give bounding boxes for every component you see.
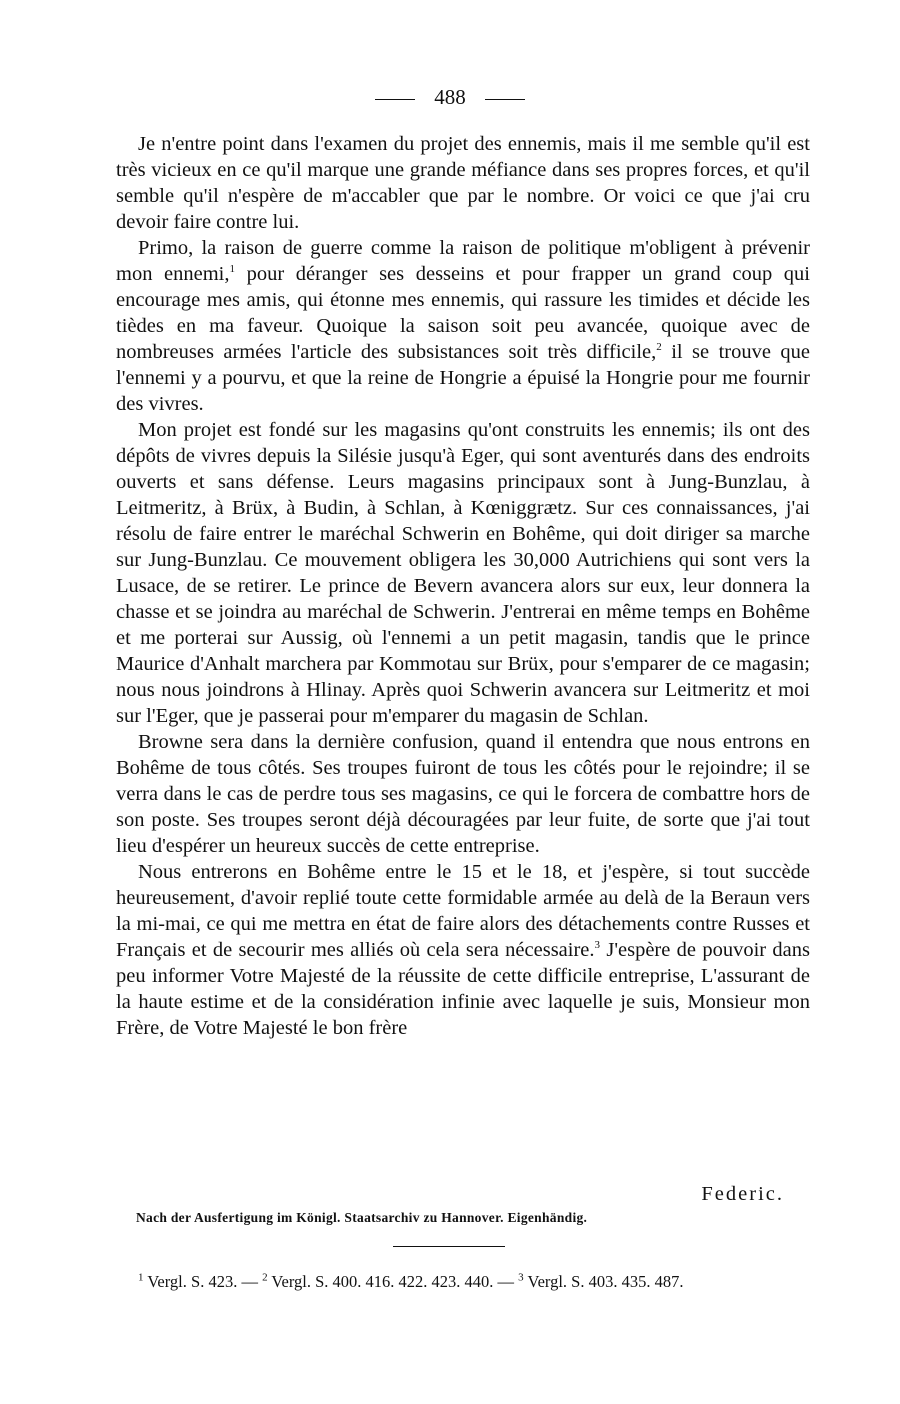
letter-body [116,131,810,1041]
paragraph: Mon projet est fondé sur les magasins qu'ont construits les ennemis; ils ont des dépôts de vivres depuis la Silésie jusqu'à Eger, qui sont aventurés dans des endroits ouverts et sans défense. Leurs magasins principaux sont à Jung-Bunzlau, à Leitmeritz, à Brüx, à Budin, à Schlan, à Kœniggrætz. Sur ces connaissances, j'ai résolu de faire entrer le maréchal Schwerin en Bohême, qui doit diriger sa marche sur Jung-Bunzlau. Ce mouvement obligera les 30,000 Autrichiens qui sont vers la Lusace, de se retirer. Le prince de Bevern avancera alors sur eux, leur donnera la chasse et se joindra au maréchal de Schwerin. J'entrerai en même temps en Bohême et me porterai sur Aussig, où l'ennemi a un petit magasin, tandis que le prince Maurice d'Anhalt marchera par Kommotau sur Brüx, pour s'emparer de ce magasin; nous nous joindrons à Hlinay. Après quoi Schwerin avancera sur Leitmeritz et moi sur l'Eger, que je passerai pour m'emparer du magasin de Schlan. [116,419,810,727]
footnote-ref: 3 [594,939,601,952]
paragraph [116,859,810,1041]
header-dash-left [375,99,415,100]
footnote-number: 2 [262,1271,268,1284]
footnotes [116,1270,810,1294]
signature: Federic. [701,1183,784,1205]
page-header [0,84,900,110]
paragraph-text: pour déranger ses desseins et pour frapper un grand coup qui encourage mes amis, qui étonne mes ennemis, qui rassure les timides et décide les tièdes en ma faveur. Quoique la saison soit peu avancée, quoique avec de nombreuses armées l'article des subsistances soit très difficile, [116,263,810,363]
paragraph-text: Primo, la raison de guerre comme la raison de politique m'obligent à prévenir mon ennemi, [116,237,810,285]
paragraph-text: il se trouve que l'ennemi y a pourvu, et que la reine de Hongrie a épuisé la Hongrie pour me fournir des vivres. [116,341,810,415]
footnote-divider [393,1246,505,1247]
footnote-line [116,1270,810,1294]
footnote-ref: 1 [229,263,236,276]
paragraph: Je n'entre point dans l'examen du projet des ennemis, mais il me semble qu'il est très vicieux en ce qu'il marque une grande méfiance dans ses propres forces, et qu'il semble qu'il n'espère de m'accabler que par le nombre. Or voici ce que j'ai cru devoir faire contre lui. [116,133,810,233]
footnote-text: Vergl. S. 423. — [143,1272,263,1291]
footnote-number: 3 [518,1271,524,1284]
footnote-number: 1 [138,1271,144,1284]
paragraph: Browne sera dans la dernière confusion, quand il entendra que nous entrons en Bohême de tous côtés. Ses troupes fuiront de tous les côtés pour le rejoindre; il se verra dans le cas de perdre tous ses magasins, ce qui le forcera de combattre hors de son poste. Ses troupes seront déjà découragées par leur fuite, de sorte que j'ai tout lieu d'espérer un heureux succès de cette entreprise. [116,731,810,857]
header-dash-right [485,99,525,100]
source-note: Nach der Ausfertigung im Königl. Staatsarchiv zu Hannover. Eigenhändig. [136,1210,588,1225]
footnote-text: Vergl. S. 400. 416. 422. 423. 440. — [267,1272,519,1291]
footnote-text: Vergl. S. 403. 435. 487. [523,1272,684,1291]
paragraph [116,235,810,417]
footnote-ref: 2 [656,341,662,354]
paragraph-text: Nous entrerons en Bohême entre le 15 et le 18, et j'espère, si tout succède heureusement, d'avoir replié toute cette formidable armée au delà de la Beraun vers la mi-mai, ce qui me mettra en état de faire alors des détachements contre Russes et Français et de secourir mes alliés où cela sera nécessaire. [116,861,810,961]
paragraph-text: J'espère de pouvoir dans peu informer Votre Majesté de la réussite de cette difficile entreprise, L'assurant de la haute estime et de la considération infinie avec laquelle je suis, Monsieur mon Frère, de Votre Majesté le bon frère [116,939,810,1039]
page-number: 488 [434,85,466,109]
